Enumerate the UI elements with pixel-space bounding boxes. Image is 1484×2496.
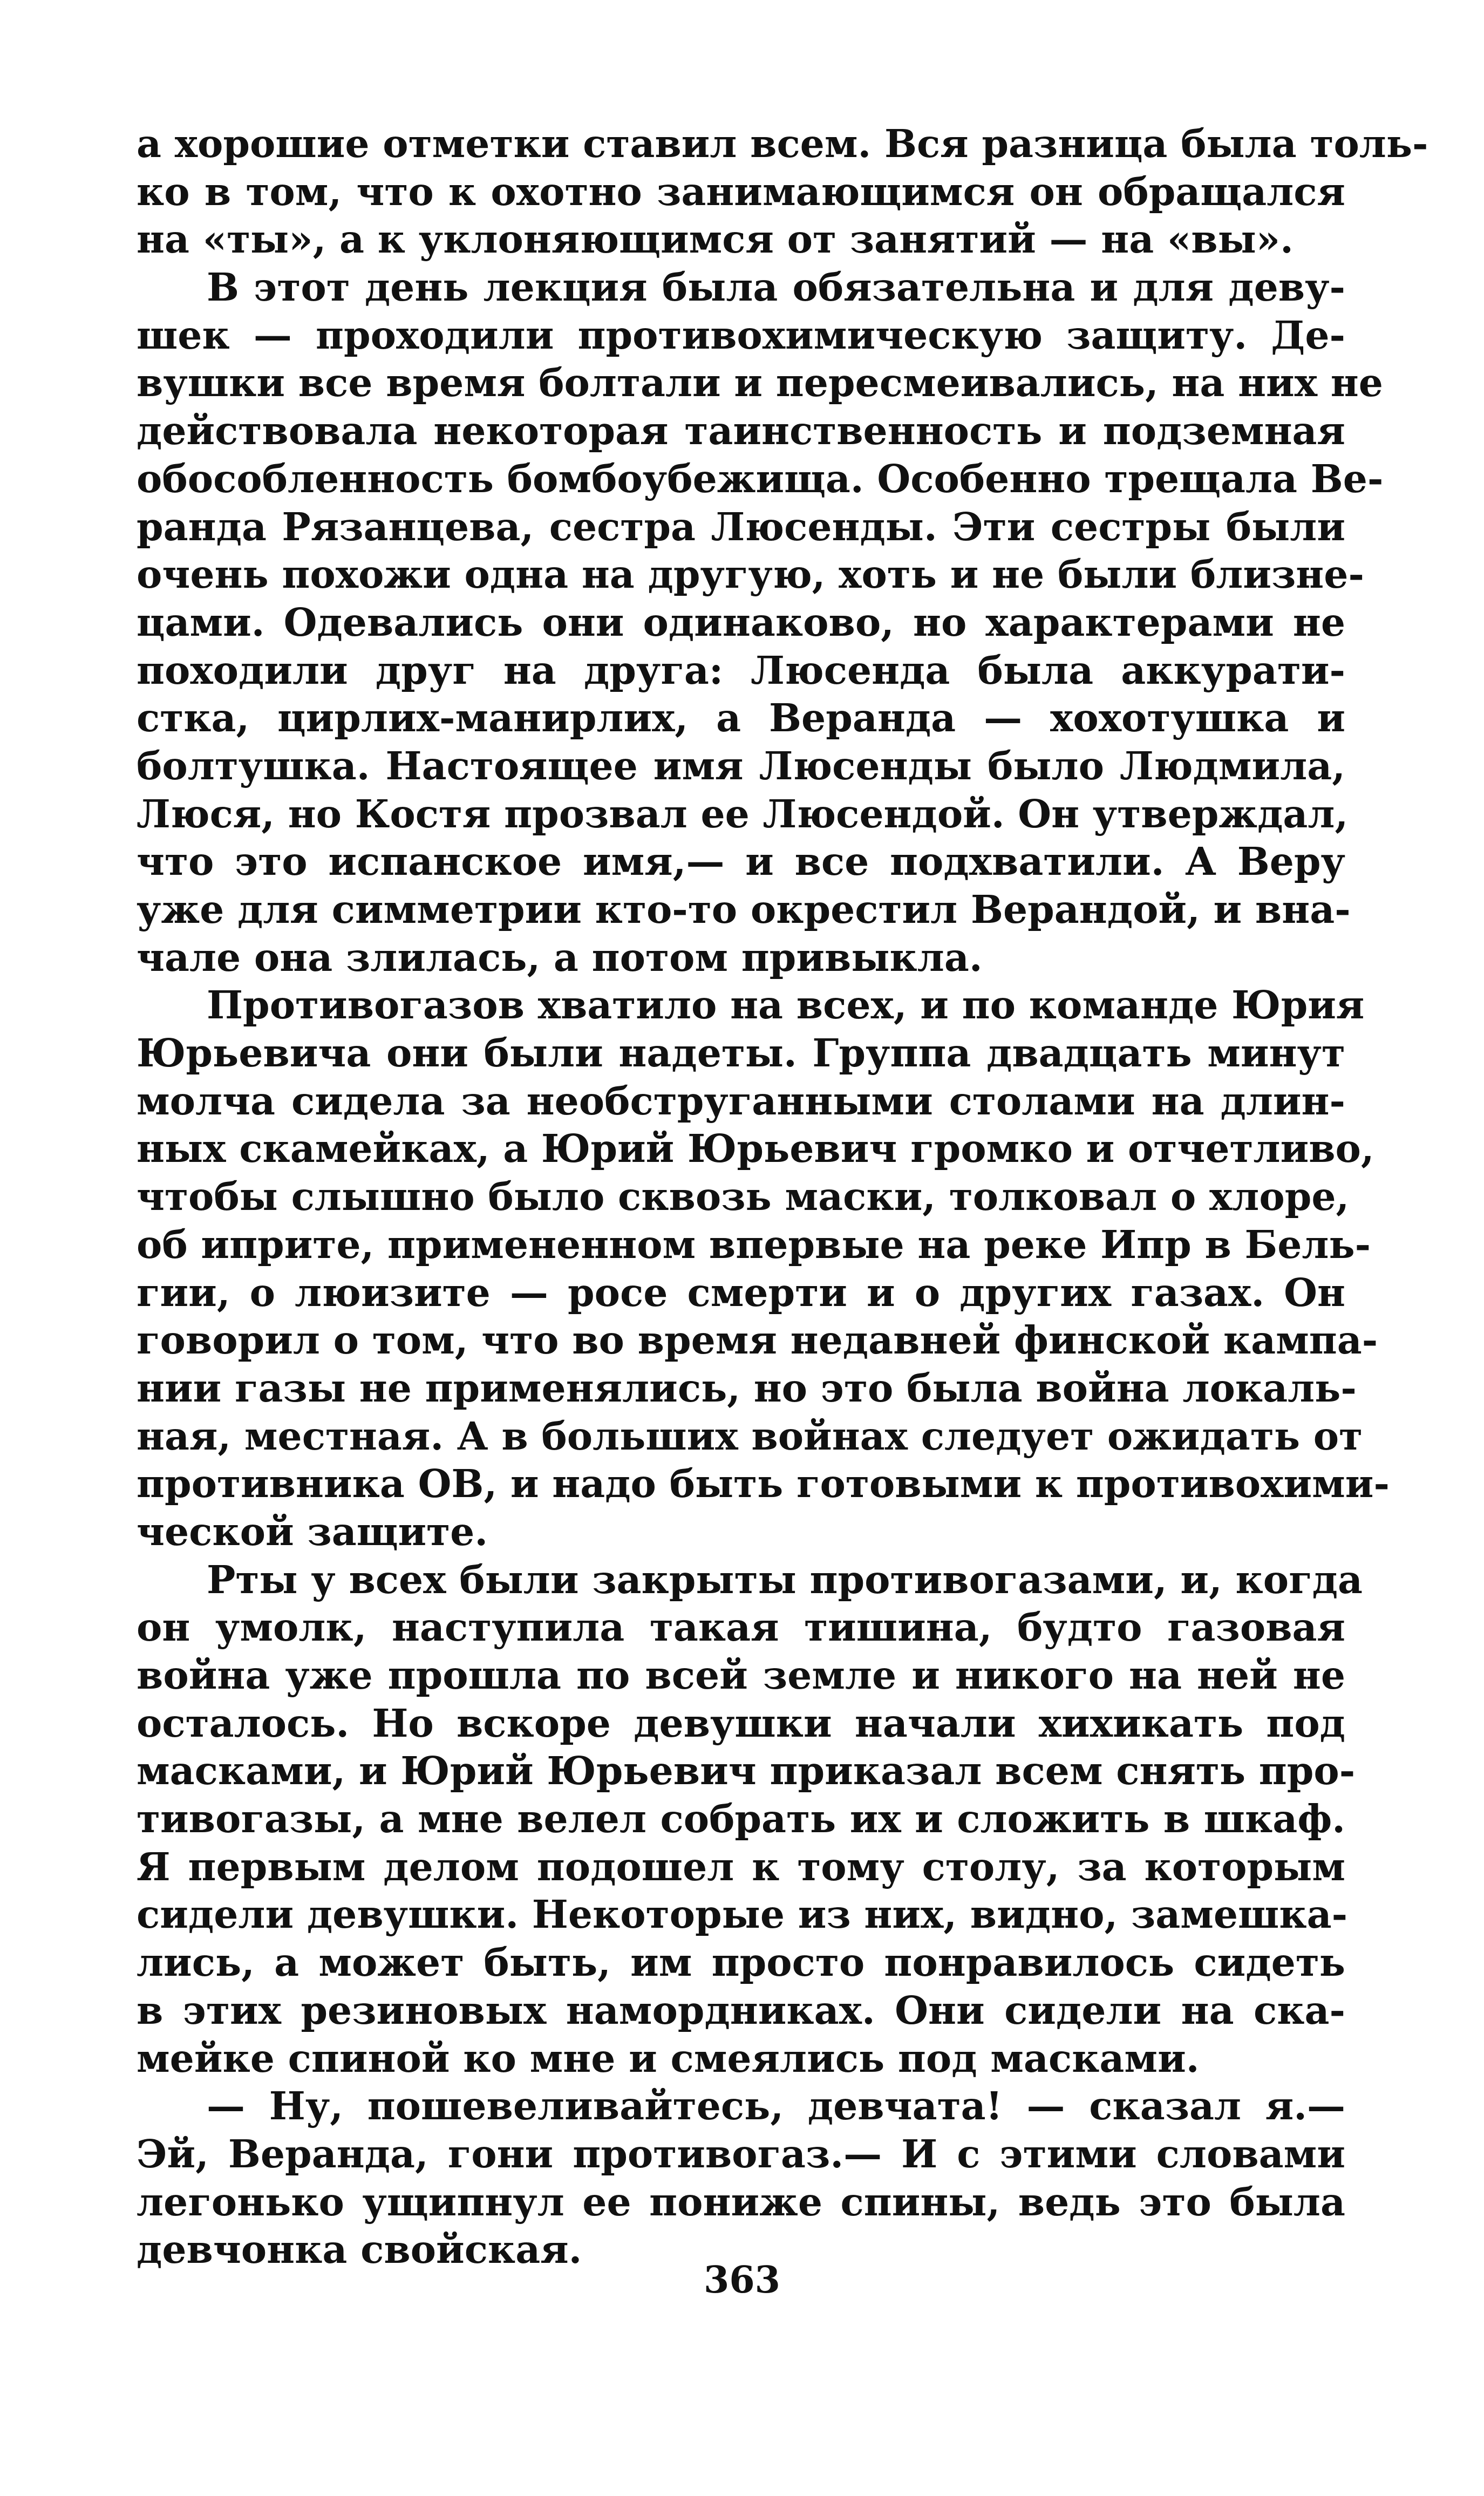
text-line: говорил о том, что во время недавней финской кампа- [137,1317,1378,1363]
text-line: война уже прошла по всей земле и никого на ней не [137,1652,1345,1698]
text-line: стка, цирлих-манирлих, а Веранда — хохотушка и [137,695,1345,741]
text-line: об иприте, примененном впервые на реке Ипр в Бель- [137,1221,1371,1267]
text-line: мейке спиной ко мне и смеялись под масками. [137,2035,1200,2081]
text-line: ных скамейках, а Юрий Юрьевич громко и отчетливо, [137,1126,1374,1172]
text-line: обособленность бомбоубежища. Особенно трещала Ве- [137,455,1384,501]
text-line: В этот день лекция была обязательна и для деву- [207,264,1345,310]
text-line: а хорошие отметки ставил всем. Вся разница была толь- [137,121,1428,166]
text-line: — Ну, пошевеливайтесь, девчата! — сказал я.— [207,2083,1345,2129]
text-line: очень похожи одна на другую, хоть и не были близне- [137,552,1364,597]
text-line: сидели девушки. Некоторые из них, видно, замешка- [137,1892,1348,1937]
text-line: легонько ущипнул ее пониже спины, ведь это была [137,2179,1345,2225]
paragraph [137,263,1384,981]
text-line: Рты у всех были закрыты противогазами, и, когда [207,1556,1363,1602]
text-line: девчонка свойская. [137,2227,582,2273]
text-line: гии, о люизите — росе смерти и о других газах. Он [137,1269,1345,1315]
text-line: чале она злилась, а потом привыкла. [137,934,983,980]
text-line: ранда Рязанцева, сестра Люсенды. Эти сестры были [137,504,1345,549]
paragraph [137,981,1390,1555]
text-line: он умолк, наступила такая тишина, будто газовая [137,1604,1345,1650]
text-line: Противогазов хватило на всех, и по команде Юрия [207,982,1365,1028]
text-line: Люся, но Костя прозвал ее Люсендой. Он утверждал, [137,791,1349,836]
text-line: походили друг на друга: Люсенда была аккурати- [137,647,1345,693]
paragraph [137,1556,1363,2083]
text-line: на «ты», а к уклоняющимся от занятий — на «вы». [137,216,1294,262]
text-line: лись, а может быть, им просто понравилось сидеть [137,1940,1345,1985]
paragraph [137,120,1428,263]
page-number: 363 [704,2259,780,2302]
text-line: масками, и Юрий Юрьевич приказал всем снять про- [137,1748,1356,1794]
text-line: осталось. Но вскоре девушки начали хихикать под [137,1700,1345,1746]
text-line: вушки все время болтали и пересмеивались, на них не [137,360,1383,406]
text-line: Я первым делом подошел к тому столу, за которым [137,1844,1345,1889]
text-line: цами. Одевались они одинаково, но характерами не [137,599,1345,645]
text-line: в этих резиновых намордниках. Они сидели на ска- [137,1987,1345,2033]
text-line: шек — проходили противохимическую защиту. Де- [137,312,1345,358]
text-line: чтобы слышно было сквозь маски, толковал о хлоре, [137,1174,1350,1220]
text-line: тивогазы, а мне велел собрать их и сложить в шкаф. [137,1796,1345,1842]
text-line: Эй, Веранда, гони противогаз.— И с этими словами [137,2131,1345,2177]
body-text [137,120,1428,2274]
text-line: молча сидела за необструганными столами на длин- [137,1078,1345,1124]
text-line: Юрьевича они были надеты. Группа двадцать минут [137,1030,1345,1076]
text-line: уже для симметрии кто-то окрестил Верандой, и вна- [137,887,1351,932]
text-line: действовала некоторая таинственность и подземная [137,408,1345,454]
text-line: ная, местная. А в больших войнах следует ожидать от [137,1413,1363,1459]
text-line: нии газы не применялись, но это была война локаль- [137,1365,1357,1411]
paragraph [137,2082,1345,2274]
text-line: противника ОВ, и надо быть готовыми к противохими- [137,1461,1390,1507]
text-line: ко в том, что к охотно занимающимся он обращался [137,168,1345,214]
text-line: ческой защите. [137,1508,488,1554]
text-line: что это испанское имя,— и все подхватили. А Веру [137,839,1345,885]
text-line: болтушка. Настоящее имя Люсенды было Людмила, [137,743,1345,788]
